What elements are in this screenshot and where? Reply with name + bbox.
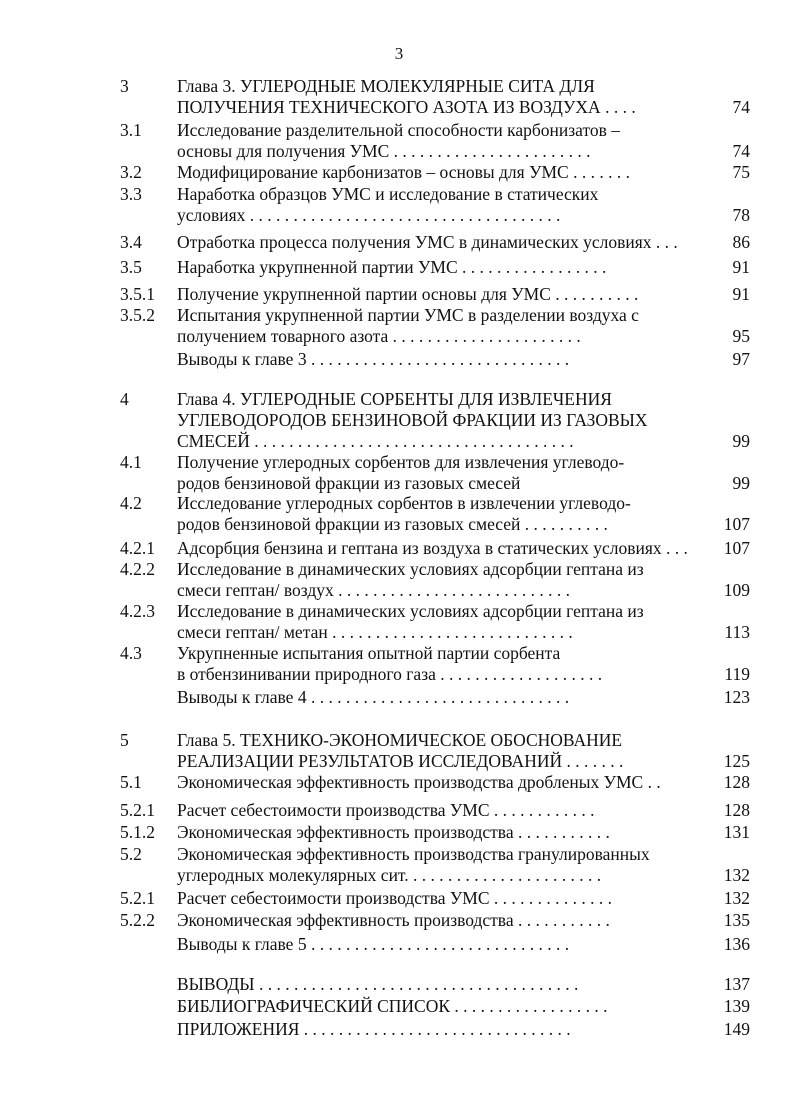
toc-entry-number: 3.5.2 (120, 305, 155, 325)
toc-entry-number: 3.4 (120, 232, 142, 252)
toc-entry-page: 136 (723, 934, 750, 954)
toc-entry-title-line: Глава 4. УГЛЕРОДНЫЕ СОРБЕНТЫ ДЛЯ ИЗВЛЕЧЕНИЯ (177, 389, 612, 409)
toc-entry-page: 131 (723, 822, 750, 842)
toc-entry-number: 3.3 (120, 184, 142, 204)
toc-entry (0, 538, 798, 559)
toc-entry-title-line: Отработка процесса получения УМС в динамических условиях . . . (177, 232, 678, 252)
toc-entry-number: 4.2.3 (120, 601, 155, 621)
toc-entry-title-line: Исследование в динамических условиях адсорбции гептана из (177, 559, 644, 579)
toc-entry-title-line: основы для получения УМС . . . . . . . . . . . . . . . . . . . . . . . (177, 141, 591, 161)
toc-entry-page: 107 (723, 538, 750, 558)
toc-entry (0, 888, 798, 909)
toc-entry-page: 74 (732, 141, 750, 161)
toc-entry-title-line: Получение укрупненной партии основы для УМС . . . . . . . . . . (177, 284, 639, 304)
toc-entry-title-line: Исследование в динамических условиях адсорбции гептана из (177, 601, 644, 621)
toc-entry-title-line: Выводы к главе 4 . . . . . . . . . . . . . . . . . . . . . . . . . . . . . . (177, 687, 570, 707)
toc-entry-page: 95 (732, 326, 750, 346)
toc-entry-page: 91 (732, 257, 750, 277)
toc-entry-title-line: БИБЛИОГРАФИЧЕСКИЙ СПИСОК . . . . . . . . . . . . . . . . . . (177, 996, 608, 1016)
toc-entry-title-line: РЕАЛИЗАЦИИ РЕЗУЛЬТАТОВ ИССЛЕДОВАНИЙ . . . . . . . (177, 751, 624, 771)
toc-entry-title-line: Модифицирование карбонизатов – основы для УМС . . . . . . . (177, 162, 630, 182)
toc-entry-number: 5.2.1 (120, 800, 155, 820)
toc-entry (0, 305, 798, 347)
toc-entry-title-line: Экономическая эффективность производства . . . . . . . . . . . (177, 822, 610, 842)
toc-entry-title-line: Получение углеродных сорбентов для извлечения углеводо- (177, 452, 625, 472)
toc-entry-page: 125 (723, 751, 750, 771)
toc-entry-title-line: Выводы к главе 3 . . . . . . . . . . . . . . . . . . . . . . . . . . . . . . (177, 349, 570, 369)
toc-entry (0, 559, 798, 601)
toc-entry-title-line: Исследование разделительной способности карбонизатов – (177, 120, 621, 140)
toc-entry-title-line: СМЕСЕЙ . . . . . . . . . . . . . . . . . . . . . . . . . . . . . . . . . . . . . (177, 431, 574, 451)
toc-entry (0, 974, 798, 995)
toc-entry (0, 601, 798, 643)
toc-entry-number: 5.2.2 (120, 910, 155, 930)
toc-entry-title-line: углеродных молекулярных сит. . . . . . . . . . . . . . . . . . . . . . . (177, 865, 602, 885)
toc-entry-page: 78 (732, 205, 750, 225)
toc-entry-title-line: в отбензинивании природного газа . . . . . . . . . . . . . . . . . . . (177, 664, 603, 684)
toc-entry (0, 844, 798, 886)
toc-entry-page: 74 (732, 97, 750, 117)
toc-entry-page: 149 (723, 1019, 750, 1039)
toc-entry-page: 86 (732, 232, 750, 252)
toc-entry-title-line: родов бензиновой фракции из газовых смесей . . . . . . . . . . (177, 514, 608, 534)
page-number: 3 (394, 44, 404, 63)
toc-entry-page: 91 (732, 284, 750, 304)
toc-entry-title-line: УГЛЕВОДОРОДОВ БЕНЗИНОВОЙ ФРАКЦИИ ИЗ ГАЗОВЫХ (177, 410, 648, 430)
toc-entry-title-line: Испытания укрупненной партии УМС в разделении воздуха с (177, 305, 639, 325)
toc-entry-title-line: Экономическая эффективность производства дробленых УМС . . (177, 772, 661, 792)
toc-entry-title-line: ПОЛУЧЕНИЯ ТЕХНИЧЕСКОГО АЗОТА ИЗ ВОЗДУХА . . . . (177, 97, 636, 117)
toc-entry-title-line: Расчет себестоимости производства УМС . . . . . . . . . . . . . . (177, 888, 612, 908)
toc-entry-page: 99 (732, 473, 750, 493)
toc-entry-title-line: Экономическая эффективность производства . . . . . . . . . . . (177, 910, 610, 930)
toc-entry-page: 109 (723, 580, 750, 600)
toc-entry (0, 349, 798, 370)
toc-entry-page: 107 (723, 514, 750, 534)
toc-entry (0, 687, 798, 708)
toc-entry-title-line: Глава 5. ТЕХНИКО-ЭКОНОМИЧЕСКОЕ ОБОСНОВАНИЕ (177, 730, 623, 750)
toc-entry-title-line: смеси гептан/ воздух . . . . . . . . . . . . . . . . . . . . . . . . . . . (177, 580, 571, 600)
toc-entry (0, 730, 798, 772)
toc-entry-number: 4.2 (120, 493, 142, 513)
toc-entry-page: 123 (723, 687, 750, 707)
toc-entry (0, 257, 798, 278)
toc-entry (0, 934, 798, 955)
toc-entry-title-line: ПРИЛОЖЕНИЯ . . . . . . . . . . . . . . . . . . . . . . . . . . . . . . . (177, 1019, 571, 1039)
toc-entry (0, 772, 798, 793)
toc-entry (0, 184, 798, 226)
toc-entry-title-line: Экономическая эффективность производства гранулированных (177, 844, 650, 864)
toc-entry-title-line: Наработка образцов УМС и исследование в статических (177, 184, 599, 204)
toc-entry (0, 800, 798, 821)
toc-entry (0, 996, 798, 1017)
toc-entry-title-line: Адсорбция бензина и гептана из воздуха в статических условиях . . . (177, 538, 688, 558)
toc-entry-page: 97 (732, 349, 750, 369)
toc-entry (0, 643, 798, 685)
toc-entry (0, 910, 798, 931)
toc-entry (0, 284, 798, 305)
toc-entry-title-line: Расчет себестоимости производства УМС . . . . . . . . . . . . (177, 800, 595, 820)
toc-entry-page: 119 (724, 664, 750, 684)
toc-entry (0, 493, 798, 535)
toc-entry-number: 4 (120, 389, 129, 409)
toc-entry-page: 139 (723, 996, 750, 1016)
toc-entry-number: 5.2.1 (120, 888, 155, 908)
toc-entry (0, 76, 798, 118)
toc-entry-title-line: условиях . . . . . . . . . . . . . . . . . . . . . . . . . . . . . . . . . . . . (177, 205, 561, 225)
toc-entry-number: 3 (120, 76, 129, 96)
toc-entry (0, 452, 798, 494)
toc-entry-number: 5.1.2 (120, 822, 155, 842)
toc-entry-title-line: Наработка укрупненной партии УМС . . . . . . . . . . . . . . . . . (177, 257, 607, 277)
toc-entry-title-line: Укрупненные испытания опытной партии сорбента (177, 643, 561, 663)
toc-entry-number: 4.2.2 (120, 559, 155, 579)
toc-entry-number: 5 (120, 730, 129, 750)
toc-entry (0, 389, 798, 452)
toc-entry-page: 128 (723, 800, 750, 820)
toc-entry (0, 232, 798, 253)
toc-entry-number: 3.1 (120, 120, 142, 140)
toc-entry-page: 128 (723, 772, 750, 792)
toc-entry-title-line: Глава 3. УГЛЕРОДНЫЕ МОЛЕКУЛЯРНЫЕ СИТА ДЛЯ (177, 76, 595, 96)
toc-entry-number: 3.2 (120, 162, 142, 182)
toc-entry-page: 135 (723, 910, 750, 930)
toc-entry-title-line: Выводы к главе 5 . . . . . . . . . . . . . . . . . . . . . . . . . . . . . . (177, 934, 570, 954)
toc-entry-page: 132 (723, 865, 750, 885)
toc-entry-number: 5.1 (120, 772, 142, 792)
toc-entry-page: 75 (732, 162, 750, 182)
toc-entry-number: 5.2 (120, 844, 142, 864)
toc-entry-number: 4.1 (120, 452, 142, 472)
toc-entry-page: 99 (732, 431, 750, 451)
toc-entry-title-line: родов бензиновой фракции из газовых смесей (177, 473, 521, 493)
toc-entry-page: 132 (723, 888, 750, 908)
toc-entry-number: 3.5 (120, 257, 142, 277)
toc-entry-page: 137 (723, 974, 750, 994)
toc-entry (0, 822, 798, 843)
toc-entry-title-line: смеси гептан/ метан . . . . . . . . . . . . . . . . . . . . . . . . . . . . (177, 622, 573, 642)
toc-entry (0, 120, 798, 162)
toc-entry-number: 4.3 (120, 643, 142, 663)
toc-entry-title-line: получением товарного азота . . . . . . . . . . . . . . . . . . . . . . (177, 326, 581, 346)
toc-entry (0, 1019, 798, 1040)
toc-entry (0, 162, 798, 183)
toc-entry-page: 113 (724, 622, 750, 642)
toc-entry-title-line: ВЫВОДЫ . . . . . . . . . . . . . . . . . . . . . . . . . . . . . . . . . . . . . (177, 974, 579, 994)
toc-entry-number: 3.5.1 (120, 284, 155, 304)
toc-entry-title-line: Исследование углеродных сорбентов в извлечении углеводо- (177, 493, 631, 513)
toc-entry-number: 4.2.1 (120, 538, 155, 558)
